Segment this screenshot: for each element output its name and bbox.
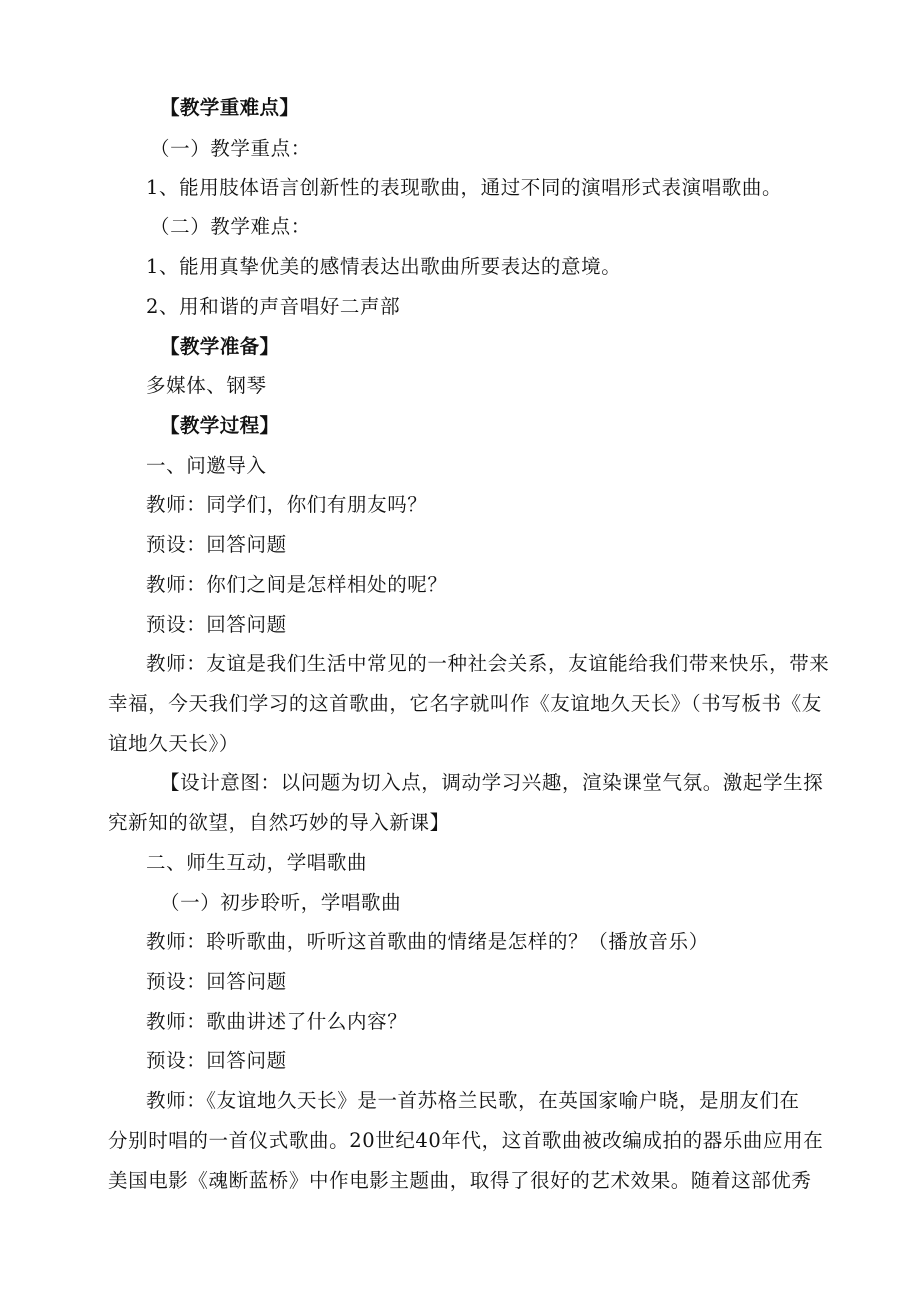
- heading-teaching-preparation: 【教学准备】: [160, 335, 280, 358]
- heading-key-difficult-points: 【教学重难点】: [160, 96, 300, 119]
- paragraph-line: 1、能用肢体语言创新性的表现歌曲，通过不同的演唱形式表演唱歌曲。: [146, 176, 783, 199]
- paragraph-line: 预设：回答问题: [146, 970, 287, 993]
- paragraph-line: 教师：同学们，你们有朋友吗？: [146, 493, 428, 516]
- paragraph-line: 美国电影《魂断蓝桥》中作电影主题曲，取得了很好的艺术效果。随着这部优秀: [108, 1169, 812, 1192]
- section-heading: 二、师生互动，学唱歌曲: [146, 851, 368, 874]
- design-intent-note: 【设计意图：以问题为切入点，调动学习兴趣，渲染课堂气氛。激起学生探: [160, 771, 824, 794]
- paragraph-line: 多媒体、钢琴: [146, 374, 267, 397]
- paragraph-line: 分别时唱的一首仪式歌曲。20世纪40年代，这首歌曲被改编成拍的器乐曲应用在: [108, 1129, 824, 1152]
- paragraph-line: 谊地久天长》）: [108, 732, 239, 755]
- subsection-heading: （一）初步聆听，学唱歌曲: [160, 891, 402, 914]
- paragraph-line: 预设：回答问题: [146, 533, 287, 556]
- paragraph-line: 预设：回答问题: [146, 1049, 287, 1072]
- heading-teaching-process: 【教学过程】: [160, 414, 280, 437]
- paragraph-line: 教师：歌曲讲述了什么内容？: [146, 1010, 408, 1033]
- section-heading: 一、问邀导入: [146, 454, 267, 477]
- paragraph-line: 2、用和谐的声音唱好二声部: [146, 295, 401, 318]
- paragraph-line: 1、能用真挚优美的感情表达出歌曲所要表达的意境。: [146, 255, 622, 278]
- subheading-teaching-difficulty: （二）教学难点：: [150, 215, 311, 238]
- design-intent-note: 究新知的欲望，自然巧妙的导入新课】: [108, 811, 450, 834]
- subheading-teaching-focus: （一）教学重点：: [150, 137, 311, 160]
- paragraph-line: 教师：聆听歌曲，听听这首歌曲的情绪是怎样的？（播放音乐）: [146, 930, 709, 953]
- paragraph-line: 教师：你们之间是怎样相处的呢？: [146, 573, 448, 596]
- paragraph-line: 教师：友谊是我们生活中常见的一种社会关系，友谊能给我们带来快乐，带来: [146, 652, 830, 675]
- paragraph-line: 预设：回答问题: [146, 613, 287, 636]
- paragraph-line: 幸福，今天我们学习的这首歌曲，它名字就叫作《友谊地久天长》（书写板书《友: [108, 692, 822, 715]
- paragraph-line: 教师：《友谊地久天长》是一首苏格兰民歌，在英国家喻户晓，是朋友们在: [146, 1089, 800, 1112]
